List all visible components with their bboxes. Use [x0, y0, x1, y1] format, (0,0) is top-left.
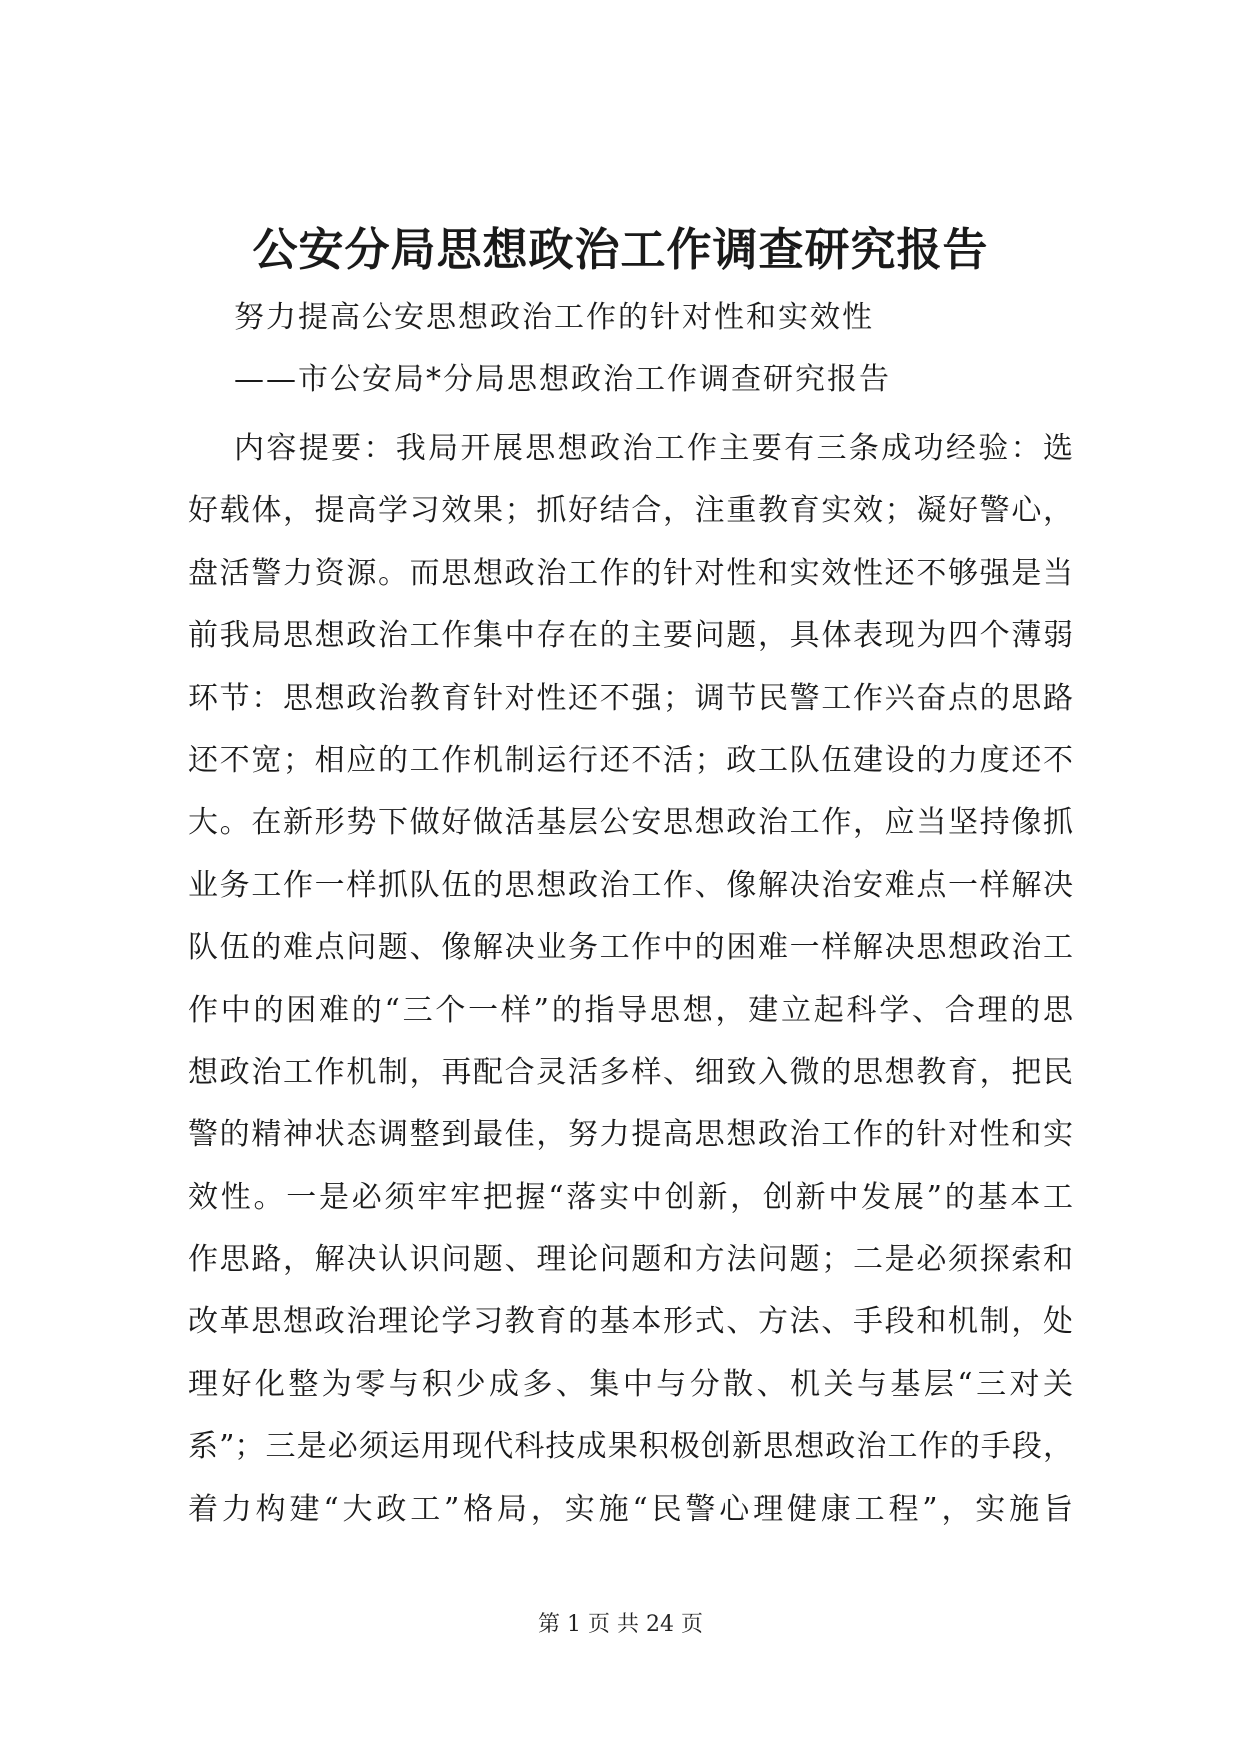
- document-subtitle: 努力提高公安思想政治工作的针对性和实效性: [234, 300, 874, 335]
- body-line: 着力构建“大政工”格局，实施“民警心理健康工程”，实施旨: [188, 1491, 1073, 1527]
- body-line: 改革思想政治理论学习教育的基本形式、方法、手段和机制，处: [188, 1304, 1073, 1340]
- body-line: 警的精神状态调整到最佳，努力提高思想政治工作的针对性和实: [188, 1117, 1073, 1153]
- document-body: [188, 418, 1073, 1541]
- body-line: 业务工作一样抓队伍的思想政治工作、像解决治安难点一样解决: [188, 867, 1073, 903]
- body-line: 作中的困难的“三个一样”的指导思想，建立起科学、合理的思: [188, 992, 1073, 1028]
- body-line: 盘活警力资源。而思想政治工作的针对性和实效性还不够强是当: [188, 555, 1073, 591]
- body-line: 队伍的难点问题、像解决业务工作中的困难一样解决思想政治工: [188, 930, 1073, 966]
- body-line: 系”；三是必须运用现代科技成果积极创新思想政治工作的手段，: [188, 1429, 1073, 1465]
- body-line: 好载体，提高学习效果；抓好结合，注重教育实效；凝好警心，: [188, 493, 1073, 529]
- body-line: 还不宽；相应的工作机制运行还不活；政工队伍建设的力度还不: [188, 742, 1073, 778]
- body-line: 环节：思想政治教育针对性还不强；调节民警工作兴奋点的思路: [188, 680, 1073, 716]
- body-line: 想政治工作机制，再配合灵活多样、细致入微的思想教育，把民: [188, 1054, 1073, 1090]
- body-line: 作思路，解决认识问题、理论问题和方法问题；二是必须探索和: [188, 1242, 1073, 1278]
- document-title: 公安分局思想政治工作调查研究报告: [252, 223, 989, 276]
- body-line: 内容提要：我局开展思想政治工作主要有三条成功经验：选: [234, 431, 1073, 466]
- page-footer: 第 1 页 共 24 页: [538, 1612, 703, 1637]
- document-subtitle-source: ——市公安局*分局思想政治工作调查研究报告: [234, 362, 891, 397]
- body-line: 理好化整为零与积少成多、集中与分散、机关与基层“三对关: [188, 1366, 1073, 1402]
- body-line: 大。在新形势下做好做活基层公安思想政治工作，应当坚持像抓: [188, 805, 1073, 841]
- body-line: 前我局思想政治工作集中存在的主要问题，具体表现为四个薄弱: [188, 618, 1073, 654]
- body-line: 效性。一是必须牢牢把握“落实中创新，创新中发展”的基本工: [188, 1179, 1073, 1215]
